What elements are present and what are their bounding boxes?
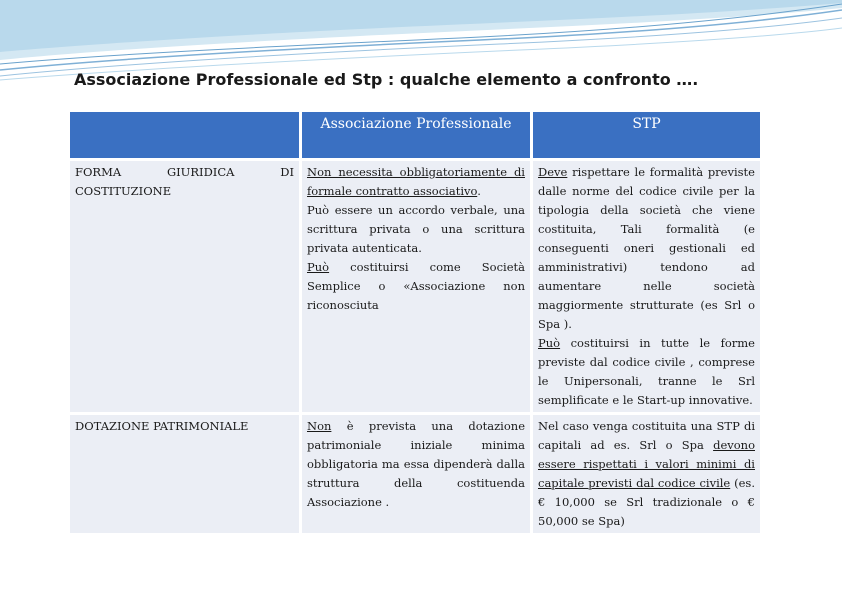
underlined-text: Non xyxy=(307,419,332,433)
cell-paragraph xyxy=(538,334,755,410)
cell-text: rispettare le formalità previste dalle norme del codice civile per la tipologia della società che viene costituita, Tali formalità (e conseguenti oneri gestionali ed amministrativi) tendono ad aumentare nelle società maggiormente strutturate (es Srl o Spa ). xyxy=(538,165,755,331)
cell-paragraph xyxy=(307,258,525,315)
underlined-text: Deve xyxy=(538,165,568,179)
cell-paragraph xyxy=(538,163,755,334)
page-title: Associazione Professionale ed Stp : qualche elemento a confronto …. xyxy=(74,70,699,89)
table-header-row xyxy=(70,112,760,158)
cell-text: . xyxy=(477,184,481,198)
cell-paragraph: Può essere un accordo verbale, una scrittura privata o una scrittura privata autenticata. xyxy=(307,203,525,255)
underlined-text: Può xyxy=(538,336,561,350)
cell-text: costituirsi come Società Semplice o «Associazione non riconosciuta xyxy=(307,260,525,312)
underlined-text: Non necessita obbligatoriamente di formale contratto associativo xyxy=(307,165,525,198)
header-empty xyxy=(70,112,299,158)
cell-text: Nel caso venga costituita una STP di capitali ad es. Srl o Spa xyxy=(538,419,755,452)
cell-paragraph xyxy=(307,417,525,512)
cell-stp-dotazione xyxy=(533,415,760,533)
cell-stp-forma xyxy=(533,161,760,412)
row-label-forma-giuridica: FORMA GIURIDICA DI COSTITUZIONE xyxy=(70,161,299,412)
cell-text: costituirsi in tutte le forme previste dal codice civile , comprese le Unipersonali, tranne le Srl semplificate e le Start-up innovative. xyxy=(538,336,755,407)
cell-assoc-forma xyxy=(302,161,530,412)
cell-assoc-dotazione xyxy=(302,415,530,533)
cell-paragraph xyxy=(538,417,755,531)
cell-text: è prevista una dotazione patrimoniale iniziale minima obbligatoria ma essa dipenderà dalla struttura della costituenda Associazione . xyxy=(307,419,525,509)
underlined-text: devono essere rispettati i valori minimi di capitale previsti dal codice civile xyxy=(538,438,755,490)
header-stp: STP xyxy=(533,112,760,158)
cell-text: (es. € 10,000 se Srl tradizionale o € 50,000 se Spa) xyxy=(538,476,755,528)
header-associazione: Associazione Professionale xyxy=(302,112,530,158)
cell-paragraph xyxy=(307,163,525,201)
row-label-dotazione: DOTAZIONE PATRIMONIALE xyxy=(70,415,299,533)
table-row xyxy=(70,415,760,533)
table-row xyxy=(70,161,760,412)
comparison-table xyxy=(67,109,763,536)
underlined-text: Può xyxy=(307,260,330,274)
